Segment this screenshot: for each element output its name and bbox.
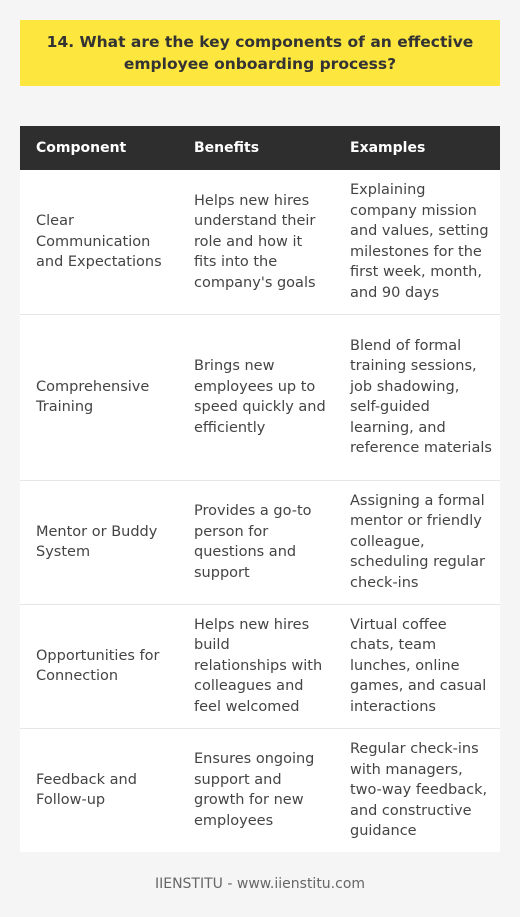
- cell-benefits: Helps new hires understand their role and how it fits into the company's goals: [178, 170, 334, 314]
- table-row: [20, 314, 500, 480]
- table-row: [20, 170, 500, 314]
- cell-component: Feedback and Follow-up: [20, 728, 178, 852]
- cell-examples: Explaining company mission and values, setting milestones for the first week, month, and 90 days: [334, 170, 500, 314]
- onboarding-components-table: [20, 126, 500, 852]
- table-row: [20, 728, 500, 852]
- table-row: [20, 604, 500, 728]
- cell-component: Comprehensive Training: [20, 314, 178, 480]
- cell-benefits: Brings new employees up to speed quickly and efficiently: [178, 314, 334, 480]
- footer-credit: IIENSTITU - www.iienstitu.com: [154, 876, 366, 892]
- cell-examples: Virtual coffee chats, team lunches, online games, and casual interactions: [334, 604, 500, 728]
- cell-benefits: Provides a go-to person for questions and support: [178, 480, 334, 604]
- cell-examples: Regular check-ins with managers, two-way feedback, and constructive guidance: [334, 728, 500, 852]
- table-header-row: [20, 126, 500, 170]
- page-title: 14. What are the key components of an effective employee onboarding process?: [46, 33, 474, 73]
- title-banner: [20, 20, 500, 86]
- table-row: [20, 480, 500, 604]
- cell-examples: Blend of formal training sessions, job shadowing, self-guided learning, and reference materials: [334, 314, 500, 480]
- cell-examples: Assigning a formal mentor or friendly colleague, scheduling regular check-ins: [334, 480, 500, 604]
- cell-component: Opportunities for Connection: [20, 604, 178, 728]
- cell-component: Clear Communication and Expectations: [20, 170, 178, 314]
- header-examples: Examples: [334, 126, 500, 170]
- cell-benefits: Ensures ongoing support and growth for new employees: [178, 728, 334, 852]
- cell-component: Mentor or Buddy System: [20, 480, 178, 604]
- header-benefits: Benefits: [178, 126, 334, 170]
- cell-benefits: Helps new hires build relationships with colleagues and feel welcomed: [178, 604, 334, 728]
- header-component: Component: [20, 126, 178, 170]
